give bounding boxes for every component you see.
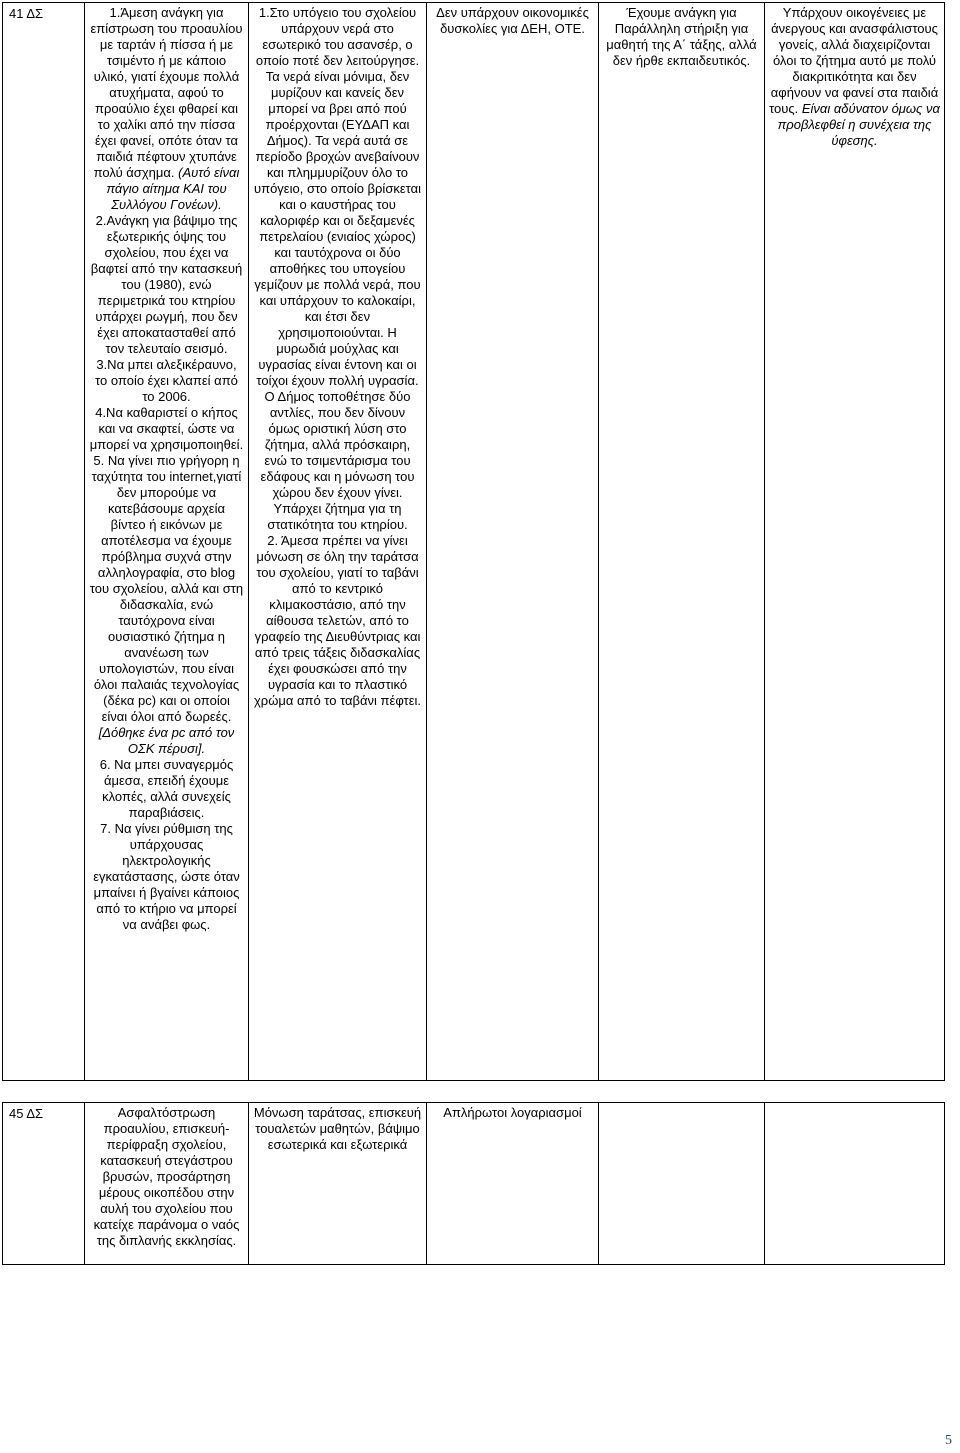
finance-cell: Απλήρωτοι λογαριασμοί bbox=[427, 1103, 599, 1265]
roof-problem: 2. Άμεσα πρέπει να γίνει μόνωση σε όλη την ταράτσα του σχολείου, γιατί το ταβάνι από το κεντρικό κλιμακοστάσιο, από την αίθουσα τελετών, από το γραφείο της Διευθύντριας και από τρεις τάξεις διδασκαλίας έχει φουσκώσει από την υγρασία και το πλαστικό χρώμα από το ταβάνι πέφτει. bbox=[253, 533, 421, 708]
need-item-5: 5. Να γίνει πιο γρήγορη η ταχύτητα του internet,γιατί δεν μπορούμε να κατεβάσουμε αρχεία βίντεο ή εικόνων με αποτέλεσμα να έχουμε πρόβλημα συχνά στην αλληλογραφία, στο blog του σχολείου, αλλά και στη διδασκαλία, ενώ ταυτόχρονα είναι ουσιαστικό ζήτημα η ανανέωση των υπολογιστών, που είναι όλοι παλαιάς τεχνολογίας (δέκα pc) και οι οποίοι είναι όλοι από δωρεές. [Δόθηκε ένα pc από τον ΟΣΚ πέρυσι]. bbox=[89, 453, 244, 756]
families-cell bbox=[765, 1103, 945, 1265]
urgent-needs-cell bbox=[85, 3, 249, 1081]
page-number: 5 bbox=[945, 1433, 952, 1448]
families-cell bbox=[765, 3, 945, 1081]
need-item-2: 2.Ανάγκη για βάψιμο της εξωτερικής όψης του σχολείου, που έχει να βαφτεί από την κατασκευή του (1980), ενώ περιμετρικά του κτηρίου υπάρχει ρωγμή, που δεν έχει αποκατασταθεί από τον τελευταίο σεισμό. bbox=[90, 213, 243, 356]
school-needs-table-row-41 bbox=[2, 2, 945, 1081]
school-needs-table-row-45 bbox=[2, 1102, 945, 1265]
school-id-cell: 45 ΔΣ bbox=[3, 1103, 85, 1265]
finance-cell: Δεν υπάρχουν οικονομικές δυσκολίες για ΔΕΗ, ΟΤΕ. bbox=[427, 3, 599, 1081]
school-id-cell: 41 ΔΣ bbox=[3, 3, 85, 1081]
need-item-1: 1.Άμεση ανάγκη για επίστρωση του προαυλίου με ταρτάν ή πίσσα ή με τσιμέντο ή με κάποιο υλικό, γιατί έχουμε πολλά ατυχήματα, αφού το προαύλιο έχει φθαρεί και το χαλίκι από την πίσσα έχει φανεί, οπότε όταν τα παιδιά πέφτουν χτυπάνε πολύ άσχημα. (Αυτό είναι πάγιο αίτημα ΚΑΙ του Συλλόγου Γονέων). bbox=[90, 5, 243, 212]
table-row bbox=[3, 1103, 945, 1265]
teacher-needs-cell: Έχουμε ανάγκη για Παράλληλη στήριξη για μαθητή της Α΄ τάξης, αλλά δεν ήρθε εκπαιδευτικός. bbox=[599, 3, 765, 1081]
table-row bbox=[3, 3, 945, 1081]
teacher-needs-cell bbox=[599, 1103, 765, 1265]
need-item-6: 6. Να μπει συναγερμός άμεσα, επειδή έχουμε κλοπές, αλλά συνεχείς παραβιάσεις. bbox=[99, 757, 234, 820]
need-item-7: 7. Να γίνει ρύθμιση της υπάρχουσας ηλεκτρολογικής εγκατάστασης, ώστε όταν μπαίνει ή βγαίνει κάποιος από το κτήριο να μπορεί να ανάβει φως. bbox=[93, 821, 240, 932]
building-problems-cell bbox=[249, 3, 427, 1081]
need-item-3: 3.Να μπει αλεξικέραυνο, το οποίο έχει κλαπεί από το 2006. bbox=[95, 357, 238, 404]
families-note: Είναι αδύνατον όμως να προβλεφθεί η συνέχεια της ύφεσης. bbox=[777, 101, 940, 148]
need-item-4: 4.Να καθαριστεί ο κήπος και να σκαφτεί, ώστε να μπορεί να χρησιμοποιηθεί. bbox=[89, 405, 244, 452]
basement-problem: 1.Στο υπόγειο του σχολείου υπάρχουν νερά στο εσωτερικό του ασανσέρ, ο οποίο ποτέ δεν λειτούργησε. Τα νερά είναι μόνιμα, δεν μυρίζουν και κανείς δεν μπορεί να βρει από πού προέρχονται (ΕΥΔΑΠ και Δήμος). Τα νερά αυτά σε περίοδο βροχών ανεβαίνουν και πλημμυρίζουν όλο το υπόγειο, στο οποίο βρίσκεται και ο καυστήρας του καλοριφέρ και οι δεξαμενές πετρελαίου (ενιαίος χώρος) και ταυτόχρονα οι δύο αποθήκες του υπογείου γεμίζουν με πολλά νερά, που και υπάρχουν το καλοκαίρι, και έτσι δεν χρησιμοποιούνται. Η μυρωδιά μούχλας και υγρασίας είναι έντονη και οι τοίχοι έχουν πολλή υγρασία. Ο Δήμος τοποθέτησε δύο αντλίες, που δεν δίνουν όμως οριστική λύση στο ζήτημα, αλλά πρόσκαιρη, ενώ το τσιμεντάρισμα του εδάφους και η μόνωση του χώρου δεν έχουν γίνει. Υπάρχει ζήτημα για τη στατικότητα του κτηρίου. bbox=[254, 5, 421, 532]
families-text: Υπάρχουν οικογένειες με άνεργους και ανασφάλιστους γονείς, αλλά διαχειρίζονται όλοι το ζήτημα αυτό με πολύ διακριτικότητα και δεν αφήνουν να φανεί στα παιδιά τους. bbox=[769, 5, 939, 116]
urgent-needs-cell: Ασφαλτόστρωση προαυλίου, επισκευή-περίφραξη σχολείου, κατασκευή στεγάστρου βρυσών, προσάρτηση μέρους οικοπέδου στην αυλή του σχολείου που κατείχε παράνομα ο ναός της διπλανής εκκλησίας. bbox=[85, 1103, 249, 1265]
building-problems-cell: Μόνωση ταράτσας, επισκευή τουαλετών μαθητών, βάψιμο εσωτερικά και εξωτερικά bbox=[249, 1103, 427, 1265]
